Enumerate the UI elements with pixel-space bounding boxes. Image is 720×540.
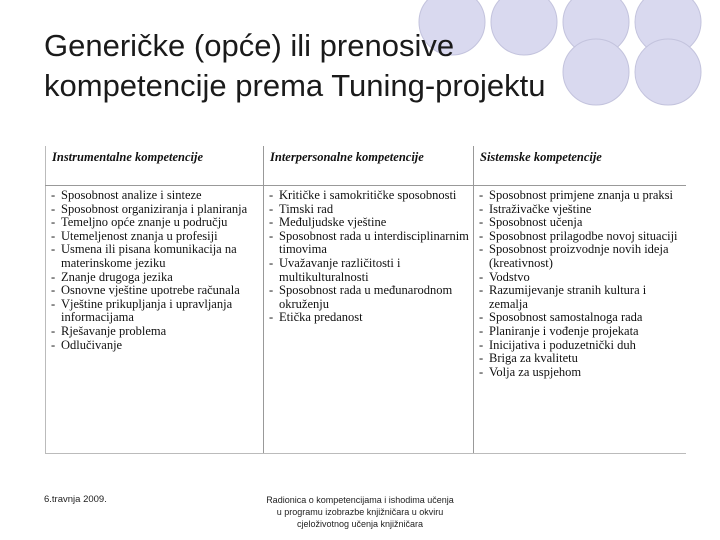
title-line-1: Generičke (opće) ili prenosive — [44, 28, 455, 63]
list-item: - Planiranje i vođenje projekata — [479, 325, 682, 339]
systemic-column — [474, 186, 686, 454]
list-item: - Etička predanost — [269, 311, 469, 325]
list-item: - Kritičke i samokritičke sposobnosti — [269, 189, 469, 203]
instrumental-list — [51, 189, 259, 352]
list-item: - Sposobnost prilagodbe novoj situaciji — [479, 230, 682, 244]
footer-caption — [250, 494, 470, 530]
footer-date: 6.travnja 2009. — [44, 494, 107, 505]
decorative-circle — [635, 39, 701, 105]
list-item: - Volja za uspjehom — [479, 366, 682, 380]
list-item: - Razumijevanje stranih kultura i zemalja — [479, 284, 682, 311]
list-item: - Temeljno opće znanje u području — [51, 216, 259, 230]
list-item: - Utemeljenost znanja u profesiji — [51, 230, 259, 244]
footer-caption-line-2: u programu izobrazbe knjižničara u okviru — [276, 507, 444, 517]
title-line-2: kompetencije prema Tuning-projektu — [44, 68, 546, 103]
footer-caption-line-1: Radionica o kompetencijama i ishodima učenja — [266, 495, 454, 505]
list-item: - Znanje drugoga jezika — [51, 271, 259, 285]
competencies-table — [45, 146, 686, 454]
list-item: - Usmena ili pisana komunikacija na materinskome jeziku — [51, 243, 259, 270]
list-item: - Sposobnost primjene znanja u praksi — [479, 189, 682, 203]
list-item: - Osnovne vještine upotrebe računala — [51, 284, 259, 298]
list-item: - Sposobnost rada u međunarodnom okruženju — [269, 284, 469, 311]
systemic-list — [479, 189, 682, 379]
list-item: - Odlučivanje — [51, 339, 259, 353]
list-item: - Sposobnost samostalnoga rada — [479, 311, 682, 325]
list-item: - Uvažavanje različitosti i multikulturalnosti — [269, 257, 469, 284]
slide-title — [44, 26, 624, 106]
table-header-row — [46, 146, 686, 186]
interpersonal-column — [264, 186, 474, 454]
list-item: - Sposobnost analize i sinteze — [51, 189, 259, 203]
list-item: - Vodstvo — [479, 271, 682, 285]
list-item: - Timski rad — [269, 203, 469, 217]
list-item: - Sposobnost proizvodnje novih ideja (kreativnost) — [479, 243, 682, 270]
list-item: - Sposobnost učenja — [479, 216, 682, 230]
header-systemic: Sistemske kompetencije — [474, 146, 686, 186]
list-item: - Inicijativa i poduzetnički duh — [479, 339, 682, 353]
header-interpersonal: Interpersonalne kompetencije — [264, 146, 474, 186]
interpersonal-list — [269, 189, 469, 325]
list-item: - Sposobnost rada u interdisciplinarnim timovima — [269, 230, 469, 257]
competencies-table-wrapper — [45, 146, 685, 454]
list-item: - Sposobnost organiziranja i planiranja — [51, 203, 259, 217]
list-item: - Rješavanje problema — [51, 325, 259, 339]
list-item: - Međuljudske vještine — [269, 216, 469, 230]
list-item: - Vještine prikupljanja i upravljanja informacijama — [51, 298, 259, 325]
footer-caption-line-3: cjeloživotnog učenja knjižničara — [296, 519, 424, 529]
list-item: - Istraživačke vještine — [479, 203, 682, 217]
list-item: - Briga za kvalitetu — [479, 352, 682, 366]
instrumental-column — [46, 186, 264, 454]
header-instrumental: Instrumentalne kompetencije — [46, 146, 264, 186]
table-body-row — [46, 186, 686, 454]
